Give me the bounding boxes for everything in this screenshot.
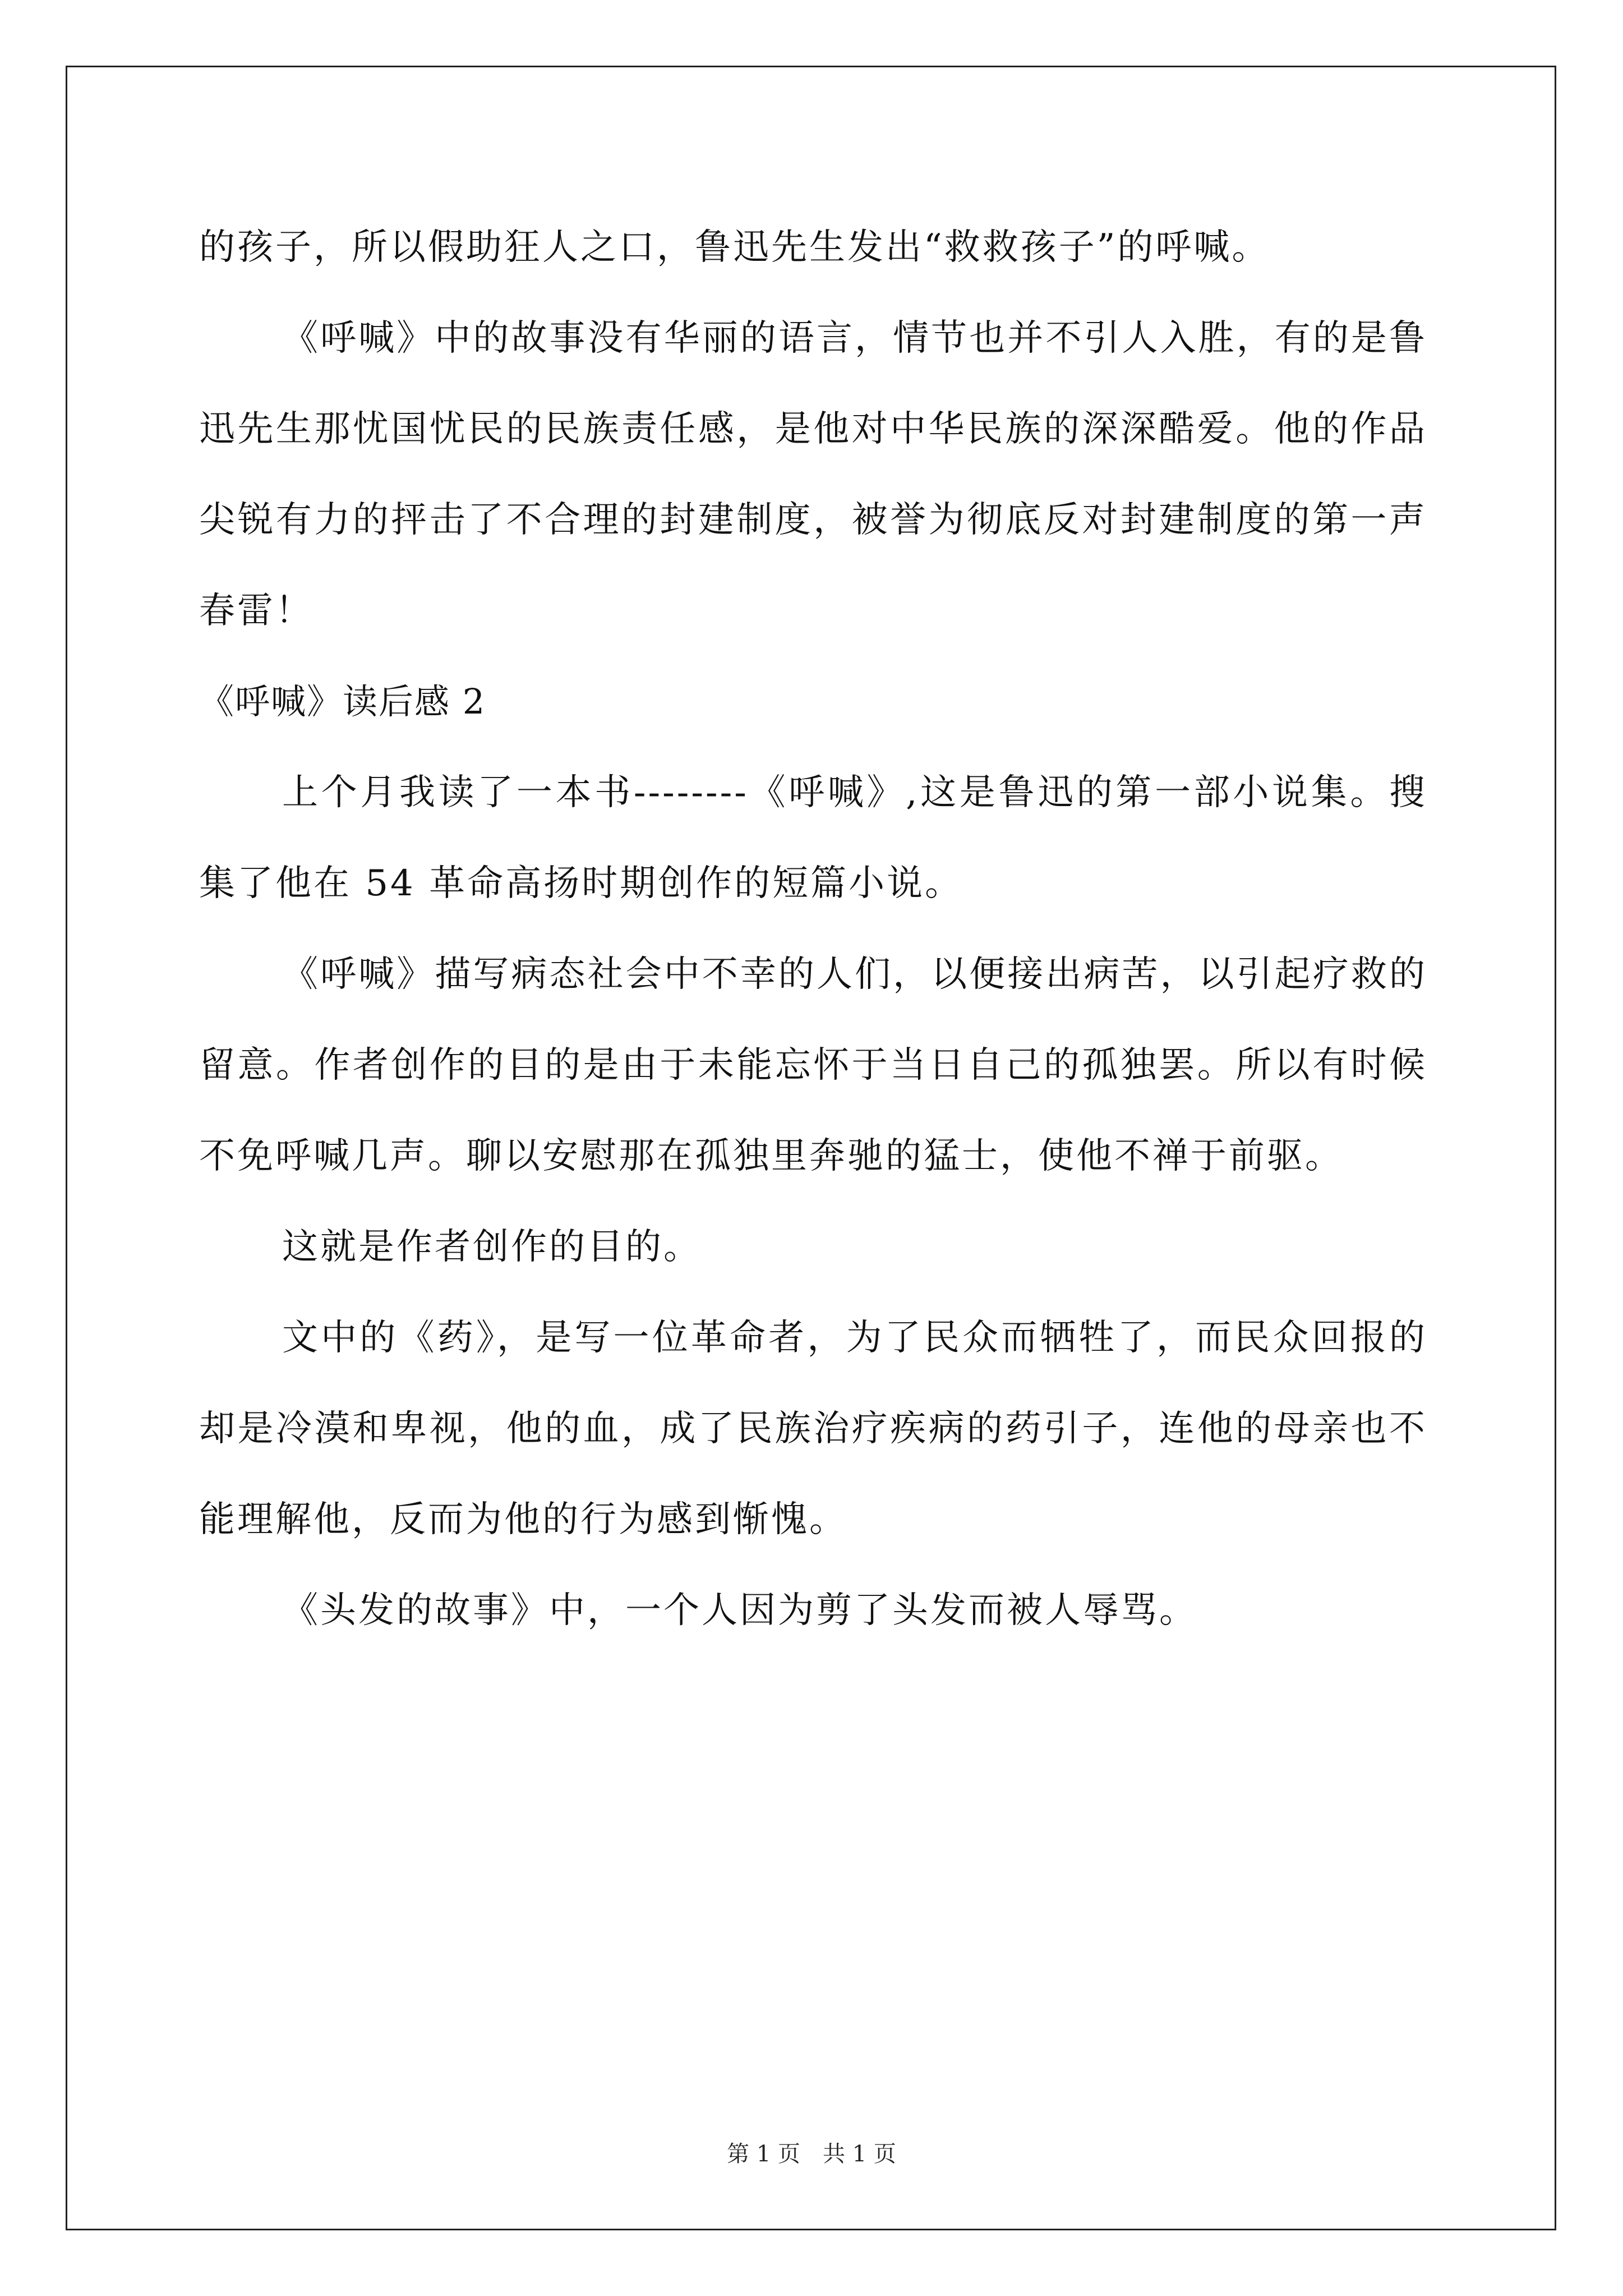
document-body [199,202,1427,1656]
paragraph-sick-society: 《呼喊》描写病态社会中不幸的人们，以便接出病苦，以引起疗救的留意。作者创作的目的是由于未能忘怀于当日自己的孤独罢。所以有时候不免呼喊几声。聊以安慰那在孤独里奔驰的猛士，使他不禅于前驱。 [199,954,1427,1177]
section-heading: 《呼喊》读后感 2 [199,681,486,722]
paragraph-call-to-arms-language: 《呼喊》中的故事没有华丽的语言，情节也并不引人入胜，有的是鲁迅先生那忧国忧民的民族责任感，是他对中华民族的深深酷爱。他的作品尖锐有力的抨击了不合理的封建制度，被誉为彻底反对封建制度的第一声春雷！ [199,318,1427,632]
paragraph-hair-story: 《头发的故事》中，一个人因为剪了头发而被人辱骂。 [282,1590,1197,1631]
page-number-footer: 第 1 页 共 1 页 [727,2141,896,2167]
paragraph-continuation: 的孩子，所以假助狂人之口，鲁迅先生发出“救救孩子”的呼喊。 [199,227,1270,268]
paragraph-author-purpose: 这就是作者创作的目的。 [282,1226,702,1268]
paragraph-medicine-story: 文中的《药》，是写一位革命者，为了民众而牺牲了，而民众回报的却是冷漠和卑视，他的血，成了民族治疗疾病的药引子，连他的母亲也不能理解他，反而为他的行为感到惭愧。 [199,1317,1427,1540]
paragraph-last-month-book: 上个月我读了一本书--------《呼喊》,这是鲁迅的第一部小说集。搜集了他在 54 革命高扬时期创作的短篇小说。 [199,772,1427,904]
